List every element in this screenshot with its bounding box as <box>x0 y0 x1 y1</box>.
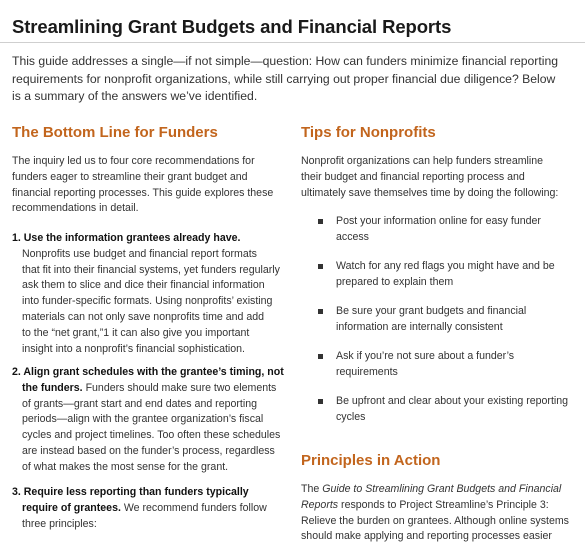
guide-title-text: Reports <box>301 498 339 511</box>
page-title: Streamlining Grant Budgets and Financial Reports <box>12 16 452 37</box>
recommendation-title: 3. Require less reporting than funders typically <box>12 486 249 498</box>
intro-paragraph <box>12 53 572 106</box>
intro-line: is a summary of the answers we’ve identified. <box>12 89 258 103</box>
title-divider <box>0 42 585 43</box>
principles-heading: Principles in Action <box>301 452 441 469</box>
text-line: cycles <box>336 410 366 423</box>
text-line: of what makes the most sense for the grant. <box>22 460 229 473</box>
text-line: should make applying and reporting processes easier <box>301 530 552 543</box>
text-line: Nonprofits use budget and financial report formats <box>22 247 257 260</box>
intro-line: requirements for nonprofit organizations, while still carrying out proper financial due diligence? Below <box>12 71 556 86</box>
square-bullet-icon <box>318 399 323 404</box>
text-line: Post your information online for easy funder <box>336 215 541 227</box>
text-line: ultimately save themselves time by doing the following: <box>301 186 559 199</box>
nonprofits-intro <box>301 154 581 201</box>
square-bullet-icon <box>318 219 323 224</box>
text-line: into funder-specific formats. Using nonprofits’ existing <box>22 295 273 308</box>
text-line: of grants—grant start and end dates and reporting <box>22 397 257 410</box>
recommendation-1 <box>12 231 292 357</box>
text-line: Watch for any red flags you might have and be <box>336 260 555 272</box>
tip-item <box>318 394 568 426</box>
recommendation-3 <box>12 485 292 532</box>
recommendation-title: 2. Align grant schedules with the grantee’s timing, not <box>12 366 284 378</box>
text-line: funders eager to streamline their grant budget and <box>12 170 248 183</box>
recommendation-2 <box>12 365 292 476</box>
funders-intro <box>12 154 287 217</box>
text-line: insight into a nonprofit’s financial sophistication. <box>22 342 245 355</box>
text-line: ask them to slice and dice their financial information <box>22 279 265 292</box>
text-span: Funders should make sure two elements <box>82 381 277 394</box>
text-line: periods—align with the grantee organization’s fiscal <box>22 413 264 426</box>
square-bullet-icon <box>318 264 323 269</box>
square-bullet-icon <box>318 309 323 314</box>
square-bullet-icon <box>318 354 323 359</box>
text-line: that fit into their financial systems, yet funders regularly <box>22 263 280 276</box>
text-line: to the “net grant,”1 it can also give you important <box>22 326 250 339</box>
intro-line: This guide addresses a single—if not simple—question: How can funders minimize financial reporting <box>12 54 558 68</box>
text-line: Nonprofit organizations can help funders streamline <box>301 155 544 167</box>
text-line: information are internally consistent <box>336 320 503 333</box>
recommendation-title: 1. Use the information grantees already have. <box>12 232 241 244</box>
funders-heading: The Bottom Line for Funders <box>12 124 218 141</box>
recommendation-title-tail: require of grantees. <box>22 501 121 514</box>
principles-paragraph <box>301 482 583 545</box>
nonprofits-heading: Tips for Nonprofits <box>301 124 436 141</box>
text-line: are instead based on the funder’s process, regardless <box>22 444 275 457</box>
text-span: responds to Project Streamline’s Principle 3: <box>338 498 549 511</box>
text-line: financial reporting processes. This guide explores these <box>12 186 274 199</box>
text-line: recommendations in detail. <box>12 202 139 215</box>
text-line: Ask if you’re not sure about a funder’s <box>336 350 515 362</box>
text-line: Relieve the burden on grantees. Although online systems <box>301 514 569 527</box>
text-span: The <box>301 483 323 495</box>
text-line: prepared to explain them <box>336 275 454 288</box>
tip-item <box>318 259 555 291</box>
text-line: their budget and financial reporting process and <box>301 170 525 183</box>
text-span: We recommend funders follow <box>120 501 267 514</box>
tip-item <box>318 214 541 246</box>
text-line: The inquiry led us to four core recommendations for <box>12 155 255 167</box>
text-line: three principles: <box>22 517 97 530</box>
text-line: Be upfront and clear about your existing reporting <box>336 395 569 407</box>
text-line: materials can not only save nonprofits time and add <box>22 310 265 323</box>
recommendation-title-tail: the funders. <box>22 381 83 394</box>
tip-item <box>318 304 526 336</box>
text-line: requirements <box>336 365 398 378</box>
guide-title-text: Guide to Streamlining Grant Budgets and Financial <box>322 483 562 495</box>
tip-item <box>318 349 514 381</box>
text-line: Be sure your grant budgets and financial <box>336 305 527 317</box>
text-line: access <box>336 230 369 243</box>
text-line: cycles and project timelines. Too often these schedules <box>22 429 281 442</box>
